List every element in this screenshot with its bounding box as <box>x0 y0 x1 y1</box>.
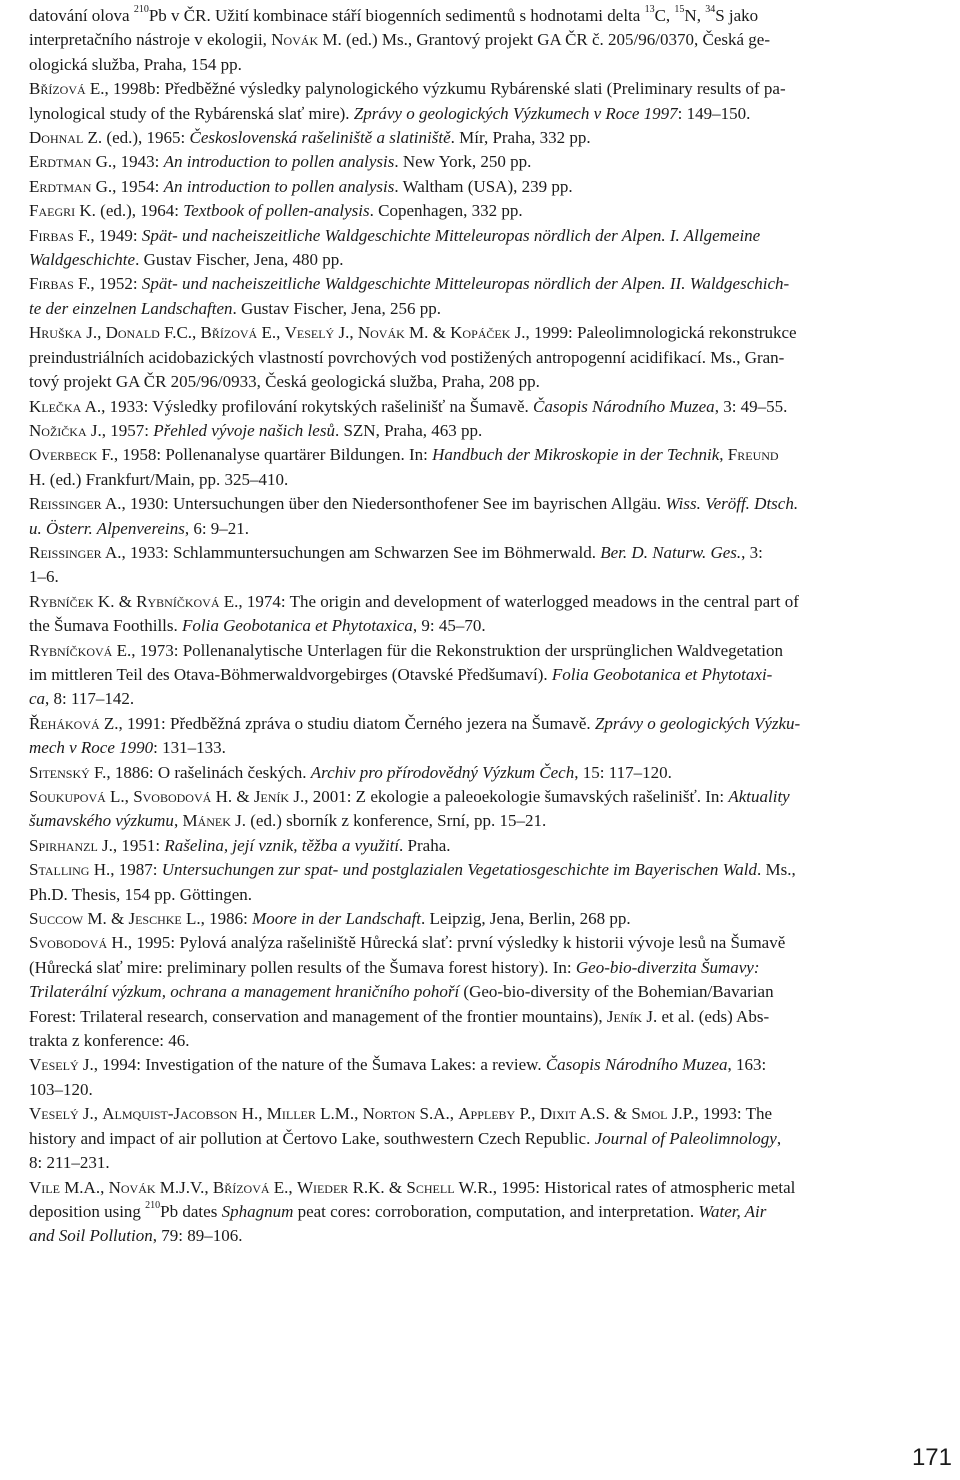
reference-line-continuation: ca, 8: 117–142. <box>29 689 135 709</box>
reference-line-continuation: u. Österr. Alpenvereins, 6: 9–21. <box>29 518 250 538</box>
reference-line-start: Overbeck F., 1958: Pollenanalyse quartärer Bildungen. In: Handbuch der Mikroskopie in der Technik, Freund <box>29 445 779 465</box>
reference-line-start: Vile M.A., Novák M.J.V., Břízová E., Wieder R.K. & Schell W.R., 1995: Historical rates of atmospheric metal <box>29 1177 796 1197</box>
reference-line-continuation: and Soil Pollution, 79: 89–106. <box>29 1226 243 1246</box>
reference-line-start: Břízová E., 1998b: Předběžné výsledky palynologického výzkumu Rybárenské slati (Preliminary results of pa- <box>29 79 786 99</box>
reference-line-continuation: 1–6. <box>29 567 59 587</box>
reference-line-continuation: preindustriálních acidobazických vlastností povrchových vod postižených antropogenní acidifikací. Ms., Gran- <box>29 347 785 367</box>
reference-line-continuation: šumavského výzkumu, Mánek J. (ed.) sborník z konference, Srní, pp. 15–21. <box>29 811 547 831</box>
reference-line-continuation: te der einzelnen Landschaften. Gustav Fischer, Jena, 256 pp. <box>29 298 441 318</box>
reference-line-start: Řeháková Z., 1991: Předběžná zpráva o studiu diatom Černého jezera na Šumavě. Zprávy o geologických Výzku- <box>29 713 801 733</box>
reference-line-start: Nožička J., 1957: Přehled vývoje našich lesů. SZN, Praha, 463 pp. <box>29 420 483 440</box>
reference-line-continuation: im mittleren Teil des Otava-Böhmerwaldvorgebirges (Otavské Předšumaví). Folia Geobotanica et Phytotaxi- <box>29 664 773 684</box>
reference-line-start: Veselý J., Almquist-Jacobson H., Miller L.M., Norton S.A., Appleby P., Dixit A.S. & Smol J.P., 1993: The <box>29 1104 773 1124</box>
reference-line-continuation: deposition using $^{210}$Pb dates Sphagnum peat cores: corroboration, computation, and interpretation. Water, Air <box>29 1200 767 1221</box>
reference-list <box>29 4 957 1249</box>
reference-line-start: Firbas F., 1949: Spät- und nacheiszeitliche Waldgeschichte Mitteleuropas nördlich der Alpen. I. Allgemeine <box>29 225 761 245</box>
reference-line-start: Klečka A., 1933: Výsledky profilování rokytských rašelinišť na Šumavě. Časopis Národního Muzea, 3: 49–55. <box>29 396 788 416</box>
reference-line-continuation: history and impact of air pollution at Čertovo Lake, southwestern Czech Republic. Journal of Paleolimnology, <box>29 1128 782 1148</box>
reference-line-continuation: trakta z konference: 46. <box>29 1031 190 1051</box>
reference-line-start: Sitenský F., 1886: O rašelinách českých. Archiv pro přírodovědný Výzkum Čech, 15: 117–120. <box>29 762 672 782</box>
reference-line-continuation: the Šumava Foothills. Folia Geobotanica et Phytotaxica, 9: 45–70. <box>29 616 486 636</box>
reference-line-start: Stalling H., 1987: Untersuchungen zur spat- und postglazialen Vegetatiosgeschichte im Bayerischen Wald. Ms., <box>29 860 796 880</box>
reference-line-start: Dohnal Z. (ed.), 1965: Československá rašeliniště a slatiniště. Mír, Praha, 332 pp. <box>29 128 591 148</box>
reference-line-start: Rybníček K. & Rybníčková E., 1974: The origin and development of waterlogged meadows in the central part of <box>29 591 799 611</box>
reference-line-start: Spirhanzl J., 1951: Rašelina, její vznik, těžba a využití. Praha. <box>29 835 451 855</box>
reference-line-continuation: Waldgeschichte. Gustav Fischer, Jena, 480 pp. <box>29 250 344 270</box>
reference-line-continuation: mech v Roce 1990: 131–133. <box>29 738 226 758</box>
reference-line-continuation: Forest: Trilateral research, conservation and management of the frontier mountains), Jeník J. et al. (eds) Abs- <box>29 1006 770 1026</box>
reference-line-continuation: datování olova $^{210}$Pb v ČR. Užití kombinace stáří biogenních sedimentů s hodnotami delta $^{13}$C, $^{15}$N, $^{34}$S jako <box>29 4 759 25</box>
reference-line-start: Erdtman G., 1943: An introduction to pollen analysis. New York, 250 pp. <box>29 152 532 172</box>
reference-line-start: Erdtman G., 1954: An introduction to pollen analysis. Waltham (USA), 239 pp. <box>29 176 573 196</box>
reference-line-continuation: Ph.D. Thesis, 154 pp. Göttingen. <box>29 884 253 904</box>
reference-line-start: Soukupová L., Svobodová H. & Jeník J., 2001: Z ekologie a paleoekologie šumavských rašelinišť. In: Aktuality <box>29 787 790 806</box>
reference-line-start: Svobodová H., 1995: Pylová analýza rašeliniště Hůrecká slať: první výsledky k historii vývoje lesů na Šumavě <box>29 933 786 953</box>
reference-line-continuation: 8: 211–231. <box>29 1153 110 1173</box>
reference-line-continuation: H. (ed.) Frankfurt/Main, pp. 325–410. <box>29 469 289 489</box>
reference-line-continuation: 103–120. <box>29 1079 93 1099</box>
reference-line-start: Firbas F., 1952: Spät- und nacheiszeitliche Waldgeschichte Mitteleuropas nördlich der Alpen. II. Waldgeschich- <box>29 274 790 294</box>
reference-line-start: Hruška J., Donald F.C., Břízová E., Veselý J., Novák M. & Kopáček J., 1999: Paleolimnologická rekonstrukce <box>29 323 797 343</box>
reference-line-continuation: (Hůrecká slať mire: preliminary pollen results of the Šumava forest history). In: Geo-bio-diverzita Šumavy: <box>29 957 760 977</box>
reference-line-start: Rybníčková E., 1973: Pollenanalytische Unterlagen für die Rekonstruktion der ursprünglichen Waldvegetation <box>29 640 783 660</box>
reference-line-start: Succow M. & Jeschke L., 1986: Moore in der Landschaft. Leipzig, Jena, Berlin, 268 pp. <box>29 909 631 929</box>
reference-line-continuation: ologická služba, Praha, 154 pp. <box>29 54 242 74</box>
reference-line-start: Reissinger A., 1933: Schlammuntersuchungen am Schwarzen See im Böhmerwald. Ber. D. Naturw. Ges., 3: <box>29 542 763 562</box>
reference-line-start: Reissinger A., 1930: Untersuchungen über den Niedersonthofener See im bayrischen Allgäu. Wiss. Veröff. Dtsch. <box>29 494 799 514</box>
reference-line-start: Veselý J., 1994: Investigation of the nature of the Šumava Lakes: a review. Časopis Národního Muzea, 163: <box>29 1055 767 1075</box>
reference-line-start: Faegri K. (ed.), 1964: Textbook of pollen-analysis. Copenhagen, 332 pp. <box>29 201 523 221</box>
reference-line-continuation: Trilaterální výzkum, ochrana a management hraničního pohoří (Geo-bio-diversity of the Bohemian/Bavarian <box>29 982 774 1002</box>
page-number: 171 <box>911 1444 952 1471</box>
reference-line-continuation: tový projekt GA ČR 205/96/0933, Česká geologická služba, Praha, 208 pp. <box>29 372 540 392</box>
reference-line-continuation: interpretačního nástroje v ekologii, Novák M. (ed.) Ms., Grantový projekt GA ČR č. 205/96/0370, Česká ge- <box>29 30 771 50</box>
reference-line-continuation: lynological study of the Rybárenská slať mire). Zprávy o geologických Výzkumech v Roce 1997: 149–150. <box>29 103 751 123</box>
